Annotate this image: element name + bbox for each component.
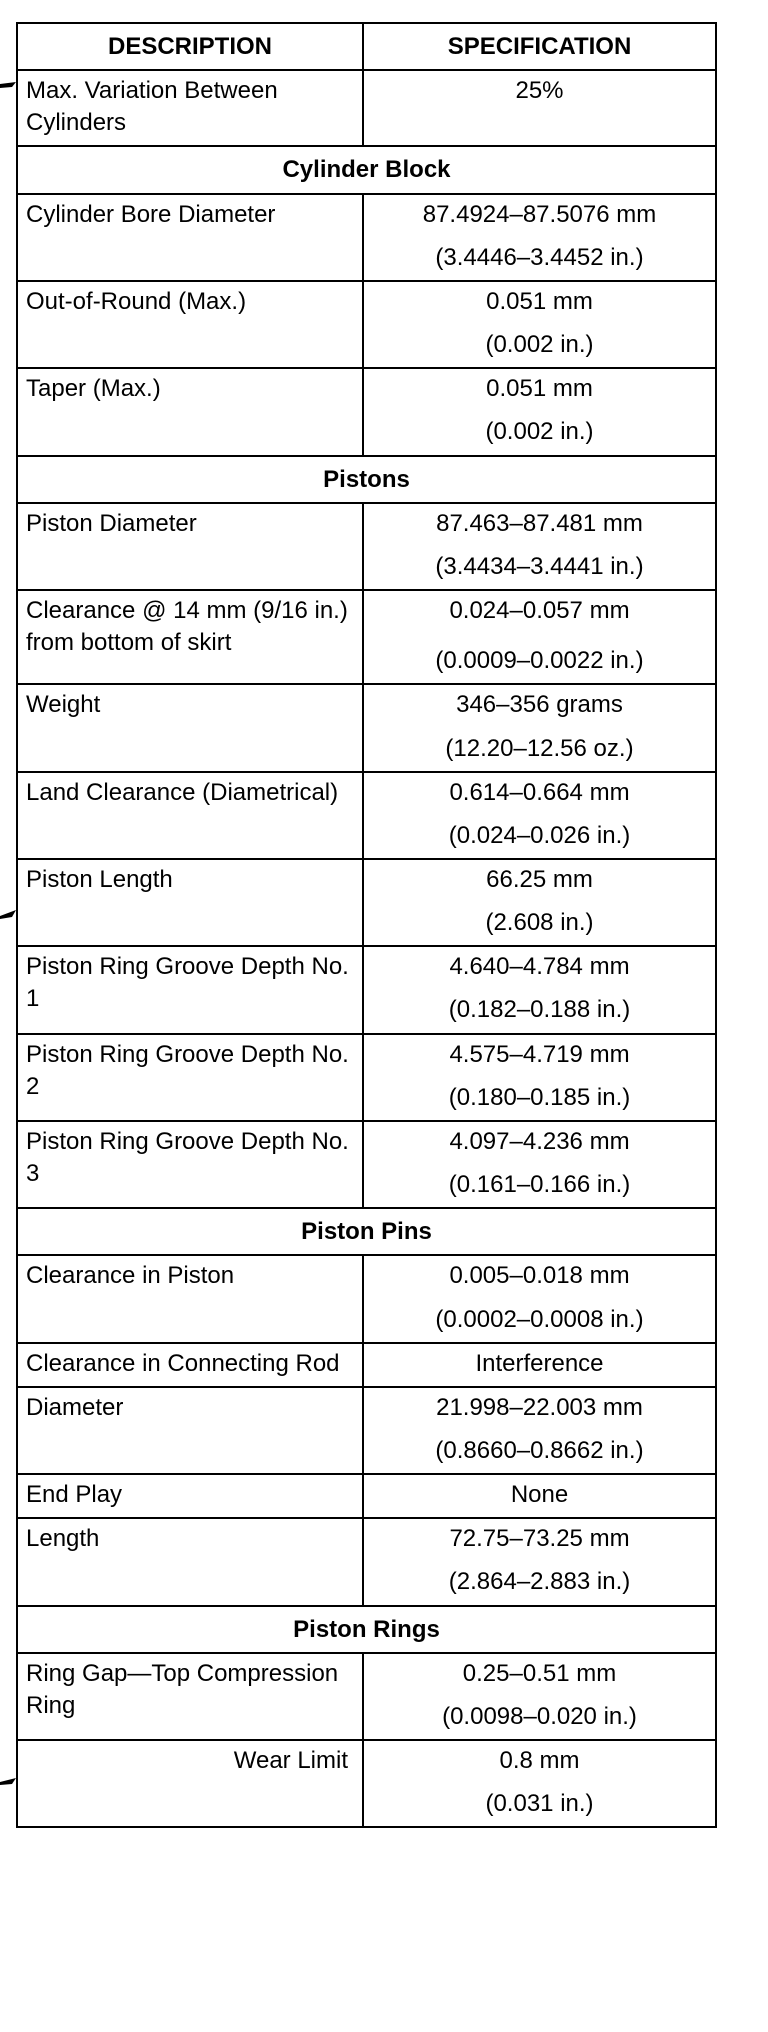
imperial-value: (3.4434–3.4441 in.) bbox=[435, 552, 644, 580]
section-row bbox=[17, 456, 716, 503]
metric-value: 87.463–87.481 mm bbox=[436, 509, 643, 537]
table-row bbox=[17, 1740, 716, 1827]
section-title: Cylinder Block bbox=[17, 146, 716, 193]
row-description: Piston Ring Groove Depth No. 3 bbox=[17, 1121, 363, 1208]
metric-value: 0.25–0.51 mm bbox=[462, 1659, 617, 1687]
section-row bbox=[17, 1606, 716, 1653]
metric-value: None bbox=[510, 1481, 569, 1509]
imperial-value: (2.864–2.883 in.) bbox=[448, 1568, 631, 1596]
metric-value: 21.998–22.003 mm bbox=[436, 1393, 643, 1421]
imperial-value: (0.161–0.166 in.) bbox=[448, 1171, 631, 1199]
section-title: Pistons bbox=[17, 456, 716, 503]
imperial-value: (0.0002–0.0008 in.) bbox=[435, 1305, 644, 1333]
row-description: Length bbox=[17, 1518, 363, 1605]
row-description: Piston Ring Groove Depth No. 2 bbox=[17, 1034, 363, 1121]
row-specification bbox=[363, 368, 716, 455]
specification-table bbox=[16, 22, 717, 1828]
table-row bbox=[17, 503, 716, 590]
table-row bbox=[17, 1387, 716, 1474]
imperial-value: (2.608 in.) bbox=[485, 909, 594, 937]
table-row bbox=[17, 859, 716, 946]
metric-value: 0.051 mm bbox=[486, 375, 593, 403]
metric-value: Interference bbox=[475, 1349, 604, 1377]
row-specification bbox=[363, 1121, 716, 1208]
table-header-row bbox=[17, 23, 716, 70]
row-specification bbox=[363, 281, 716, 368]
table-row bbox=[17, 1474, 716, 1518]
table-row bbox=[17, 1121, 716, 1208]
metric-value: 72.75–73.25 mm bbox=[449, 1525, 630, 1553]
imperial-value: (0.031 in.) bbox=[485, 1790, 594, 1818]
row-specification bbox=[363, 946, 716, 1033]
table-body bbox=[17, 70, 716, 1827]
metric-value: 0.005–0.018 mm bbox=[449, 1262, 630, 1290]
metric-value: 66.25 mm bbox=[486, 865, 593, 893]
table-row bbox=[17, 70, 716, 146]
row-specification bbox=[363, 1474, 716, 1518]
metric-value: 0.614–0.664 mm bbox=[449, 778, 630, 806]
row-description: Wear Limit bbox=[17, 1740, 363, 1827]
imperial-value: (0.0098–0.020 in.) bbox=[442, 1702, 637, 1730]
metric-value: 0.051 mm bbox=[486, 287, 593, 315]
specification-column-header: SPECIFICATION bbox=[363, 23, 716, 70]
row-specification bbox=[363, 1387, 716, 1474]
row-description: Taper (Max.) bbox=[17, 368, 363, 455]
table-row bbox=[17, 590, 716, 684]
row-specification bbox=[363, 859, 716, 946]
imperial-value: (0.182–0.188 in.) bbox=[448, 996, 631, 1024]
table-row bbox=[17, 1255, 716, 1342]
row-description: Clearance in Connecting Rod bbox=[17, 1343, 363, 1387]
row-description: Clearance @ 14 mm (9/16 in.) from bottom of skirt bbox=[17, 590, 363, 684]
row-description: Ring Gap—Top Compression Ring bbox=[17, 1653, 363, 1740]
table-row bbox=[17, 368, 716, 455]
section-row bbox=[17, 146, 716, 193]
metric-value: 4.575–4.719 mm bbox=[449, 1040, 630, 1068]
row-description: Cylinder Bore Diameter bbox=[17, 194, 363, 281]
section-title: Piston Rings bbox=[17, 1606, 716, 1653]
imperial-value: (0.180–0.185 in.) bbox=[448, 1083, 631, 1111]
row-specification bbox=[363, 1255, 716, 1342]
table-row bbox=[17, 1653, 716, 1740]
row-specification bbox=[363, 194, 716, 281]
row-description: Diameter bbox=[17, 1387, 363, 1474]
table-row bbox=[17, 772, 716, 859]
table-row bbox=[17, 946, 716, 1033]
row-description: Piston Ring Groove Depth No. 1 bbox=[17, 946, 363, 1033]
row-description: Piston Diameter bbox=[17, 503, 363, 590]
row-description: Max. Variation Between Cylinders bbox=[17, 70, 363, 146]
imperial-value: (0.002 in.) bbox=[485, 418, 594, 446]
row-description: End Play bbox=[17, 1474, 363, 1518]
metric-value: 87.4924–87.5076 mm bbox=[422, 200, 657, 228]
row-specification bbox=[363, 1740, 716, 1827]
row-specification bbox=[363, 1518, 716, 1605]
row-specification bbox=[363, 772, 716, 859]
table-row bbox=[17, 1034, 716, 1121]
row-specification bbox=[363, 684, 716, 771]
row-specification bbox=[363, 1343, 716, 1387]
row-description: Out-of-Round (Max.) bbox=[17, 281, 363, 368]
imperial-value: (0.8660–0.8662 in.) bbox=[435, 1437, 644, 1464]
imperial-value: (12.20–12.56 oz.) bbox=[445, 734, 634, 762]
imperial-value: (0.002 in.) bbox=[485, 331, 594, 359]
imperial-value: (0.024–0.026 in.) bbox=[448, 821, 631, 849]
row-description: Land Clearance (Diametrical) bbox=[17, 772, 363, 859]
table-row bbox=[17, 1518, 716, 1605]
row-specification: 25% bbox=[363, 70, 716, 146]
table-row bbox=[17, 684, 716, 771]
row-description: Clearance in Piston bbox=[17, 1255, 363, 1342]
table-row bbox=[17, 1343, 716, 1387]
table-row bbox=[17, 194, 716, 281]
section-row bbox=[17, 1208, 716, 1255]
section-title: Piston Pins bbox=[17, 1208, 716, 1255]
metric-value: 4.640–4.784 mm bbox=[449, 953, 630, 981]
imperial-value: (0.0009–0.0022 in.) bbox=[435, 647, 644, 675]
row-specification bbox=[363, 503, 716, 590]
table-row bbox=[17, 281, 716, 368]
metric-value: 4.097–4.236 mm bbox=[449, 1127, 630, 1155]
imperial-value: (3.4446–3.4452 in.) bbox=[435, 243, 644, 271]
row-description: Piston Length bbox=[17, 859, 363, 946]
metric-value: 0.024–0.057 mm bbox=[449, 597, 630, 625]
metric-value: 0.8 mm bbox=[499, 1747, 580, 1775]
row-specification bbox=[363, 590, 716, 684]
row-specification bbox=[363, 1653, 716, 1740]
description-column-header: DESCRIPTION bbox=[17, 23, 363, 70]
row-description: Weight bbox=[17, 684, 363, 771]
row-specification bbox=[363, 1034, 716, 1121]
metric-value: 346–356 grams bbox=[456, 691, 623, 719]
